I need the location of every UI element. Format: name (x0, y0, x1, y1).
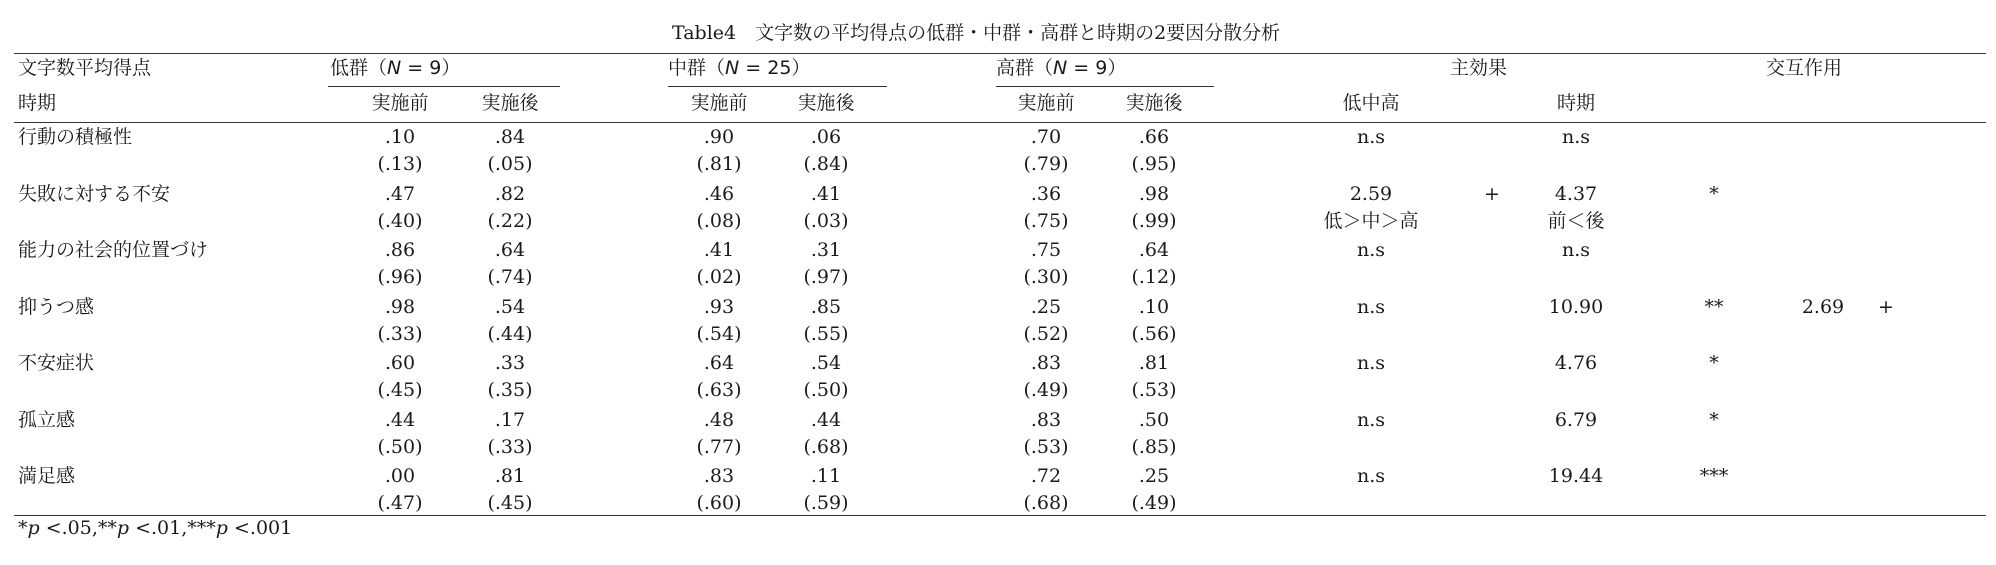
cell-sd: (.77) (696, 436, 742, 458)
cell-mean: .54 (810, 352, 842, 374)
cell-group-effect: n.s (1356, 409, 1386, 431)
cell-sd: (.47) (377, 492, 423, 514)
footnote (18, 517, 292, 539)
cell-mean: .44 (384, 409, 416, 431)
cell-sd: (.40) (377, 210, 423, 232)
cell-mean: .85 (810, 296, 842, 318)
cell-time-sig: ** (1704, 296, 1724, 318)
cell-sd: (.49) (1023, 379, 1069, 401)
col-after: 実施後 (481, 92, 539, 114)
cell-time-sig: * (1709, 409, 1719, 431)
cell-time-effect: 10.90 (1548, 296, 1604, 318)
cell-mean: .48 (703, 409, 735, 431)
cell-mean: .72 (1030, 465, 1062, 487)
cell-time-order: 前＜後 (1547, 210, 1605, 232)
cell-sd: (.74) (487, 266, 533, 288)
cell-sd: (.63) (696, 379, 742, 401)
cell-time-sig: * (1709, 352, 1719, 374)
cell-sd: (.33) (377, 323, 423, 345)
cell-mean: .81 (494, 465, 526, 487)
cell-mean: .25 (1138, 465, 1170, 487)
cell-mean: .33 (494, 352, 526, 374)
row-label: 不安症状 (18, 352, 95, 374)
cell-sd: (.60) (696, 492, 742, 514)
cell-sd: (.44) (487, 323, 533, 345)
cell-sd: (.49) (1131, 492, 1177, 514)
col-effect-group: 低中高 (1342, 92, 1400, 114)
cell-group-effect: n.s (1356, 296, 1386, 318)
cell-time-sig: * (1709, 183, 1719, 205)
cell-sd: (.54) (696, 323, 742, 345)
cell-time-effect: 4.76 (1554, 352, 1598, 374)
col-before: 実施前 (1017, 92, 1075, 114)
row-label-time: 時期 (18, 92, 57, 114)
row-label: 抑うつ感 (18, 296, 95, 318)
cell-time-effect: 6.79 (1554, 409, 1598, 431)
group-low-rule (328, 86, 560, 87)
cell-mean: .25 (1030, 296, 1062, 318)
cell-mean: .84 (494, 126, 526, 148)
cell-mean: .41 (703, 239, 735, 261)
cell-group-effect: n.s (1356, 352, 1386, 374)
cell-interaction: 2.69 (1801, 296, 1845, 318)
cell-group-effect: 2.59 (1349, 183, 1393, 205)
cell-sd: (.84) (803, 153, 849, 175)
cell-mean: .11 (810, 465, 842, 487)
cell-time-effect: 4.37 (1554, 183, 1598, 205)
main-effect-header: 主効果 (1450, 57, 1508, 79)
cell-sd: (.68) (803, 436, 849, 458)
header-rule (14, 122, 1986, 123)
top-rule (14, 53, 1986, 54)
cell-mean: .41 (810, 183, 842, 205)
cell-mean: .98 (1138, 183, 1170, 205)
cell-mean: .90 (703, 126, 735, 148)
cell-mean: .66 (1138, 126, 1170, 148)
cell-sd: (.52) (1023, 323, 1069, 345)
cell-sd: (.99) (1131, 210, 1177, 232)
cell-sd: (.96) (377, 266, 423, 288)
col-after: 実施後 (797, 92, 855, 114)
col-after: 実施後 (1125, 92, 1183, 114)
cell-group-effect: n.s (1356, 465, 1386, 487)
col-effect-time: 時期 (1556, 92, 1595, 114)
cell-sd: (.03) (803, 210, 849, 232)
row-label: 失敗に対する不安 (18, 183, 171, 205)
cell-mean: .83 (1030, 352, 1062, 374)
cell-time-sig: *** (1699, 465, 1729, 487)
cell-sd: (.68) (1023, 492, 1069, 514)
bottom-rule (14, 515, 1986, 516)
cell-group-effect: n.s (1356, 239, 1386, 261)
cell-sd: (.30) (1023, 266, 1069, 288)
cell-mean: .50 (1138, 409, 1170, 431)
cell-sd: (.81) (696, 153, 742, 175)
cell-mean: .60 (384, 352, 416, 374)
cell-mean: .83 (703, 465, 735, 487)
cell-group-order: 低＞中＞高 (1323, 210, 1419, 232)
cell-mean: .64 (1138, 239, 1170, 261)
row-label-header: 文字数平均得点 (18, 57, 152, 79)
cell-sd: (.05) (487, 153, 533, 175)
cell-mean: .06 (810, 126, 842, 148)
cell-mean: .17 (494, 409, 526, 431)
cell-mean: .46 (703, 183, 735, 205)
cell-mean: .64 (703, 352, 735, 374)
group-high-header: 高群（N = 9） (996, 57, 1127, 79)
cell-mean: .93 (703, 296, 735, 318)
cell-interaction-sig: + (1878, 296, 1894, 318)
col-before: 実施前 (371, 92, 429, 114)
table-title: Table4 文字数の平均得点の低群・中群・高群と時期の2要因分散分析 (672, 22, 1281, 44)
cell-mean: .70 (1030, 126, 1062, 148)
cell-sd: (.13) (377, 153, 423, 175)
cell-mean: .75 (1030, 239, 1062, 261)
row-label: 満足感 (18, 465, 76, 487)
cell-sd: (.55) (803, 323, 849, 345)
cell-sd: (.08) (696, 210, 742, 232)
row-label: 行動の積極性 (18, 126, 133, 148)
cell-mean: .44 (810, 409, 842, 431)
cell-mean: .81 (1138, 352, 1170, 374)
cell-sd: (.22) (487, 210, 533, 232)
cell-sd: (.33) (487, 436, 533, 458)
cell-mean: .31 (810, 239, 842, 261)
cell-mean: .86 (384, 239, 416, 261)
cell-sd: (.97) (803, 266, 849, 288)
cell-sd: (.75) (1023, 210, 1069, 232)
row-label: 孤立感 (18, 409, 76, 431)
cell-sd: (.12) (1131, 266, 1177, 288)
cell-sd: (.50) (803, 379, 849, 401)
cell-mean: .64 (494, 239, 526, 261)
cell-sd: (.53) (1023, 436, 1069, 458)
cell-sd: (.35) (487, 379, 533, 401)
cell-mean: .98 (384, 296, 416, 318)
cell-sd: (.95) (1131, 153, 1177, 175)
row-label: 能力の社会的位置づけ (18, 239, 209, 261)
footnote-visual: *p <.05,**p <.01,***p <.001 (18, 517, 293, 539)
cell-sd: (.59) (803, 492, 849, 514)
group-high-rule (996, 86, 1214, 87)
cell-mean: .54 (494, 296, 526, 318)
group-mid-header: 中群（N = 25） (668, 57, 811, 79)
cell-sd: (.79) (1023, 153, 1069, 175)
col-before: 実施前 (690, 92, 748, 114)
cell-mean: .10 (384, 126, 416, 148)
cell-sd: (.53) (1131, 379, 1177, 401)
cell-group-effect: n.s (1356, 126, 1386, 148)
cell-mean: .00 (384, 465, 416, 487)
cell-sd: (.02) (696, 266, 742, 288)
cell-sd: (.45) (377, 379, 423, 401)
cell-group-sig: + (1484, 183, 1500, 205)
cell-mean: .10 (1138, 296, 1170, 318)
cell-mean: .82 (494, 183, 526, 205)
group-low-header: 低群（N = 9） (330, 57, 461, 79)
cell-sd: (.56) (1131, 323, 1177, 345)
cell-sd: (.85) (1131, 436, 1177, 458)
cell-sd: (.45) (487, 492, 533, 514)
cell-mean: .47 (384, 183, 416, 205)
cell-time-effect: n.s (1561, 239, 1591, 261)
interaction-header: 交互作用 (1766, 57, 1843, 79)
cell-time-effect: 19.44 (1548, 465, 1604, 487)
cell-sd: (.50) (377, 436, 423, 458)
cell-mean: .36 (1030, 183, 1062, 205)
cell-time-effect: n.s (1561, 126, 1591, 148)
group-mid-rule (668, 86, 887, 87)
cell-mean: .83 (1030, 409, 1062, 431)
